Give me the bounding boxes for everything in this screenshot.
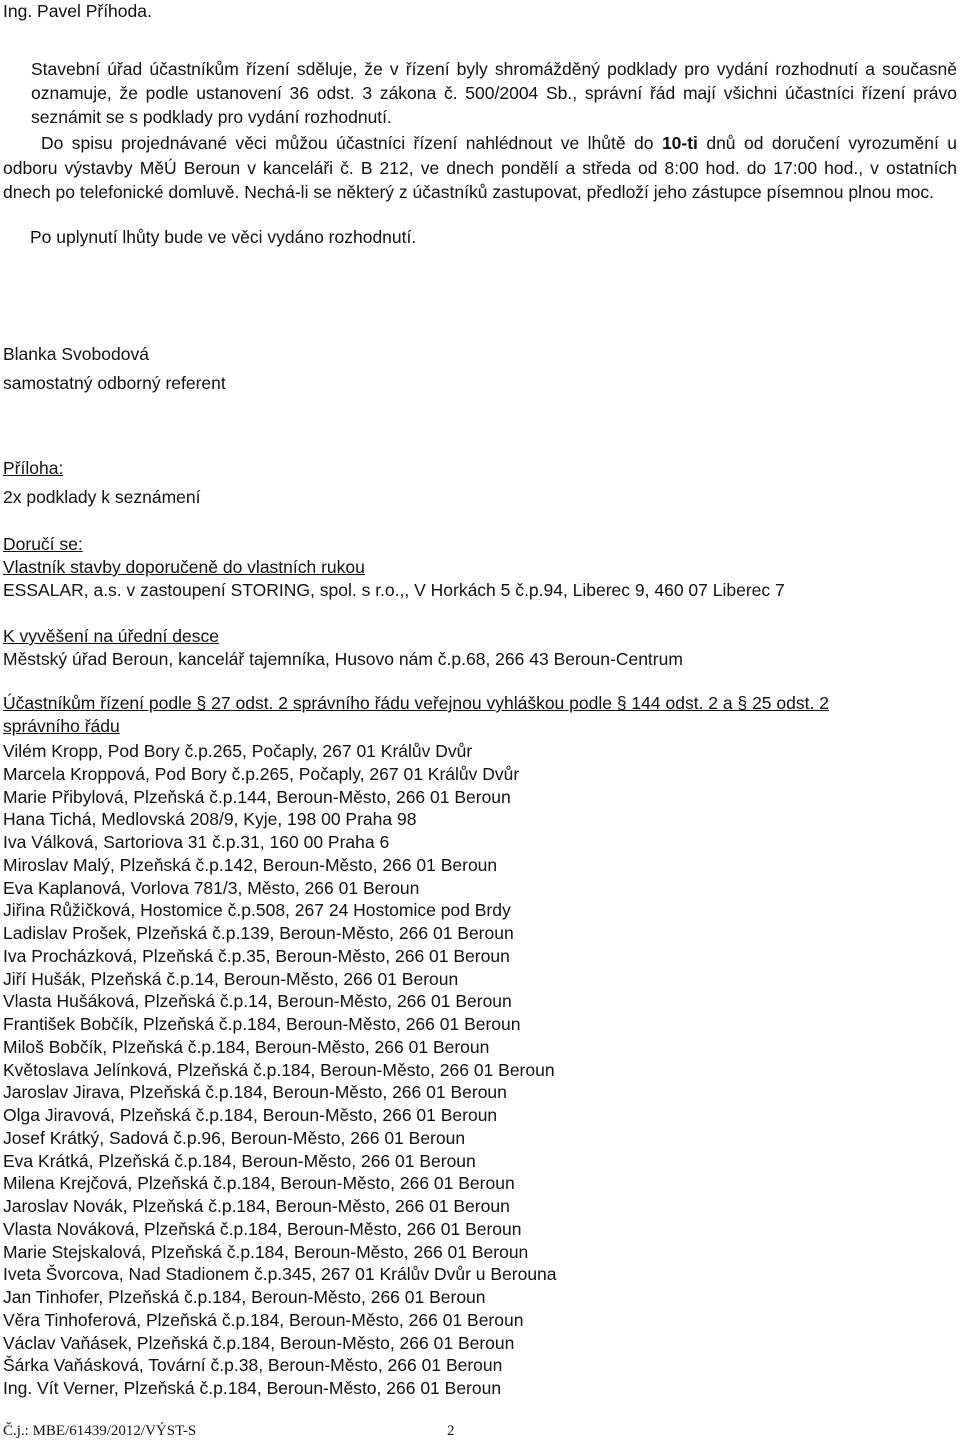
list-item: Miroslav Malý, Plzeňská č.p.142, Beroun-Město, 266 01 Beroun	[3, 854, 498, 875]
list-item: František Bobčík, Plzeňská č.p.184, Beroun-Město, 266 01 Beroun	[3, 1014, 521, 1034]
list-item: Jiří Hušák, Plzeňská č.p.14, Beroun-Město, 266 01 Beroun	[3, 968, 459, 989]
paragraph-notice-text: Stavební úřad účastníkům řízení sděluje, že v řízení byly shromážděný podklady pro vydání rozhodnutí a současně oznamuje, že podle ustanovení 36 odst. 3 zákona č. 500/2004 Sb., správní řád mají všichni účastníci řízení právo seznámit se s podklady pro vydání rozhodnutí.	[31, 59, 957, 127]
attachment-heading: Příloha:	[3, 458, 64, 478]
participants-heading-cont: správního řádu	[3, 716, 120, 736]
delivery-heading: Doručí se:	[3, 534, 83, 554]
list-item: Marie Stejskalová, Plzeňská č.p.184, Beroun-Město, 266 01 Beroun	[3, 1241, 529, 1262]
paragraph-inspection-text-1: Do spisu projednávané věci můžou účastníci řízení nahlédnout ve lhůtě do	[41, 133, 662, 153]
participants-list	[3, 740, 557, 1400]
list-item: Vlasta Nováková, Plzeňská č.p.184, Beroun-Město, 266 01 Beroun	[3, 1218, 522, 1239]
list-item: Eva Kaplanová, Vorlova 781/3, Město, 266 01 Beroun	[3, 877, 420, 898]
list-item: Václav Vaňásek, Plzeňská č.p.184, Beroun-Město, 266 01 Beroun	[3, 1332, 515, 1353]
participants-heading: Účastníkům řízení podle § 27 odst. 2 správního řádu veřejnou vyhláškou podle § 144 odst. 2 a § 25 odst. 2	[3, 693, 829, 713]
list-item: Vilém Kropp, Pod Bory č.p.265, Počaply, 267 01 Králův Dvůr	[3, 741, 473, 761]
list-item: Marcela Kroppová, Pod Bory č.p.265, Počaply, 267 01 Králův Dvůr	[3, 763, 520, 784]
list-item: Milena Krejčová, Plzeňská č.p.184, Beroun-Město, 266 01 Beroun	[3, 1173, 515, 1194]
list-item: Miloš Bobčík, Plzeňská č.p.184, Beroun-Město, 266 01 Beroun	[3, 1036, 490, 1057]
footer-reference: Č.j.: MBE/61439/2012/VÝST-S	[3, 1423, 197, 1439]
attachment-text: 2x podklady k seznámení	[3, 487, 201, 507]
deadline-days: 10-ti	[661, 133, 698, 153]
list-item: Věra Tinhoferová, Plzeňská č.p.184, Beroun-Město, 266 01 Beroun	[3, 1309, 524, 1330]
list-item: Šárka Vaňásková, Tovární č.p.38, Beroun-Město, 266 01 Beroun	[3, 1355, 503, 1376]
list-item: Květoslava Jelínková, Plzeňská č.p.184, Beroun-Město, 266 01 Beroun	[3, 1059, 555, 1080]
list-item: Iveta Švorcova, Nad Stadionem č.p.345, 267 01 Králův Dvůr u Berouna	[3, 1264, 557, 1285]
page-number: 2	[447, 1423, 455, 1439]
list-item: Vlasta Hušáková, Plzeňská č.p.14, Beroun-Město, 266 01 Beroun	[3, 991, 512, 1012]
owner-address: ESSALAR, a.s. v zastoupení STORING, spol. s r.o.,, V Horkách 5 č.p.94, Liberec 9, 460 07 Liberec 7	[3, 580, 785, 600]
list-item: Ing. Vít Verner, Plzeňská č.p.184, Beroun-Město, 266 01 Beroun	[3, 1378, 502, 1398]
list-item: Eva Krátká, Plzeňská č.p.184, Beroun-Město, 266 01 Beroun	[3, 1150, 476, 1171]
paragraph-notice	[3, 57, 957, 129]
paragraph-inspection	[3, 131, 957, 205]
owner-heading: Vlastník stavby doporučeně do vlastních rukou	[3, 557, 365, 577]
list-item: Hana Tichá, Medlovská 208/9, Kyje, 198 00 Praha 98	[3, 809, 417, 830]
signature-name: Blanka Svobodová	[3, 344, 149, 364]
signature-title: samostatný odborný referent	[3, 373, 226, 393]
noticeboard-heading: K vyvěšení na úřední desce	[3, 626, 219, 646]
list-item: Josef Krátký, Sadová č.p.96, Beroun-Město, 266 01 Beroun	[3, 1127, 466, 1148]
paragraph-decision: Po uplynutí lhůty bude ve věci vydáno rozhodnutí.	[30, 227, 417, 247]
noticeboard-address: Městský úřad Beroun, kancelář tajemníka, Husovo nám č.p.68, 266 43 Beroun-Centrum	[3, 649, 683, 669]
list-item: Marie Přibylová, Plzeňská č.p.144, Beroun-Město, 266 01 Beroun	[3, 786, 511, 807]
paragraph-inspection-text-2: dnů od doručení vyrozumění u odboru výstavby MěÚ Beroun v kanceláři č. B 212, ve dnech pondělí a středa od 8:00 hod. do 17:00 hod., v ostatních dnech po telefonické domluvě. Nechá-li se některý z účastníků zastupovat, předloží jeho zástupce písemnou plnou moc.	[3, 133, 957, 202]
list-item: Olga Jiravová, Plzeňská č.p.184, Beroun-Město, 266 01 Beroun	[3, 1105, 498, 1125]
list-item: Jaroslav Jirava, Plzeňská č.p.184, Beroun-Město, 266 01 Beroun	[3, 1082, 507, 1103]
list-item: Jaroslav Novák, Plzeňská č.p.184, Beroun-Město, 266 01 Beroun	[3, 1196, 510, 1216]
list-item: Ladislav Prošek, Plzeňská č.p.139, Beroun-Město, 266 01 Beroun	[3, 923, 514, 943]
list-item: Iva Procházková, Plzeňská č.p.35, Beroun-Město, 266 01 Beroun	[3, 945, 510, 966]
list-item: Jan Tinhofer, Plzeňská č.p.184, Beroun-Město, 266 01 Beroun	[3, 1287, 486, 1307]
list-item: Jiřina Růžičková, Hostomice č.p.508, 267 24 Hostomice pod Brdy	[3, 900, 511, 921]
header-name: Ing. Pavel Příhoda.	[3, 1, 152, 21]
list-item: Iva Válková, Sartoriova 31 č.p.31, 160 00 Praha 6	[3, 832, 390, 852]
